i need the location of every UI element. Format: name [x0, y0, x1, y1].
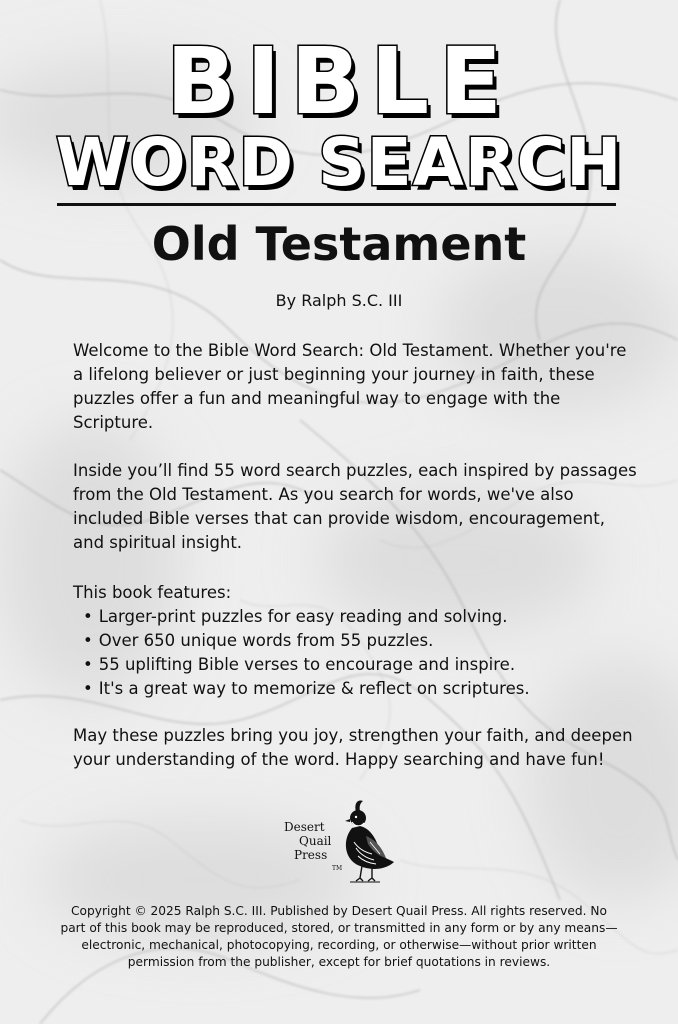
page-subtitle: Old Testament [151, 217, 527, 271]
logo-text-desert: Desert [284, 820, 325, 834]
title-divider [57, 203, 616, 206]
title-word-search: WORD SEARCH [55, 124, 623, 201]
logo-text-quail: Quail [299, 834, 332, 848]
features-section [73, 581, 641, 701]
intro-paragraph: Welcome to the Bible Word Search: Old Testament. Whether you're a lifelong believer or just beginning your journey in faith, these puzzles offer a fun and meaningful way to engage with the Scripture. [73, 341, 627, 432]
features-heading: This book features: [73, 583, 232, 602]
features-list [73, 605, 641, 701]
feature-item: • 55 uplifting Bible verses to encourage and inspire. [83, 653, 641, 677]
contents-paragraph: Inside you’ll find 55 word search puzzles, each inspired by passages from the Old Testament. As you search for words, we've also included Bible verses that can provide wisdom, encouragement, and spiritual insight. [73, 461, 637, 552]
copyright-notice: Copyright © 2025 Ralph S.C. III. Published by Desert Quail Press. All rights reserved. No part of this book may be reproduced, stored, or transmitted in any form or by any means—electronic, mechanical, photocopying, recording, or otherwise—without prior written permission from the publisher, except for brief quotations in reviews. [60, 904, 618, 969]
feature-item: • Over 650 unique words from 55 puzzles. [83, 629, 641, 653]
logo-trademark: TM [332, 865, 343, 872]
closing-paragraph: May these puzzles bring you joy, strengthen your faith, and deepen your understanding of the word. Happy searching and have fun! [73, 726, 633, 769]
quail-icon [330, 798, 400, 884]
title-bible: BIBLE [166, 28, 512, 135]
feature-item: • It's a great way to memorize & reflect on scriptures. [83, 677, 641, 701]
feature-item: • Larger-print puzzles for easy reading and solving. [83, 605, 641, 629]
logo-text-press: Press [294, 848, 328, 862]
author-byline: By Ralph S.C. III [275, 291, 403, 310]
publisher-logo [280, 798, 400, 884]
